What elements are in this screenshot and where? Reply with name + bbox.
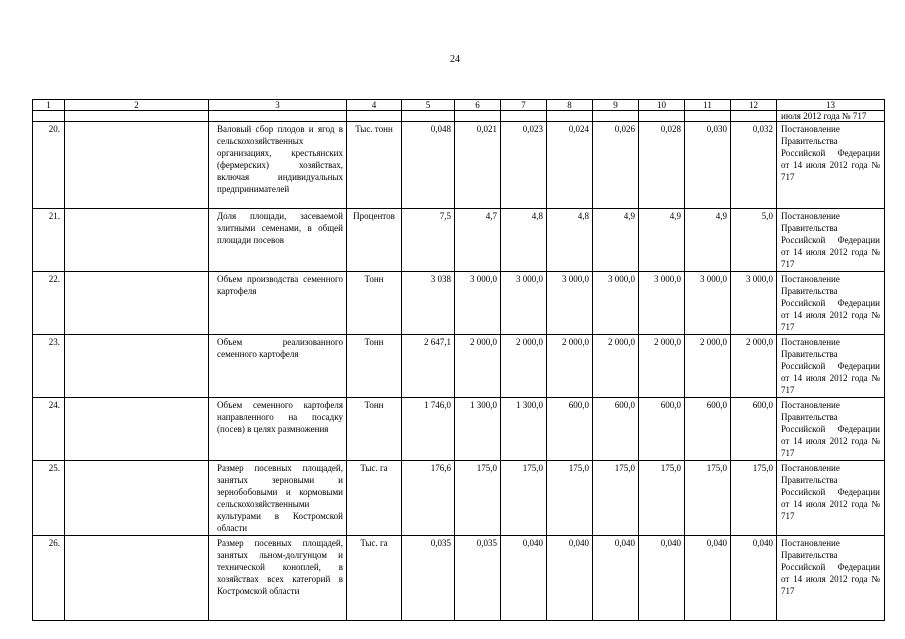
unit-cell: Тыс. тонн <box>347 122 402 209</box>
source-cell: Постановление Правительства Российской Федерации от 14 июля 2012 года № 717 <box>777 461 885 536</box>
value-cell: 1 300,0 <box>455 398 501 461</box>
empty-cell <box>593 111 639 122</box>
indicator-name-cell: Размер посевных площадей, занятых льном-долгунцом и технической коноплей, в хозяйствах всех категорий в Костромской области <box>209 536 347 621</box>
value-cell: 600,0 <box>593 398 639 461</box>
value-cell: 3 000,0 <box>593 272 639 335</box>
value-cell: 2 000,0 <box>455 335 501 398</box>
header-cell: 1 <box>33 100 65 111</box>
value-cell: 4,9 <box>639 209 685 272</box>
value-cell: 175,0 <box>547 461 593 536</box>
empty-cell <box>209 111 347 122</box>
page-number: 24 <box>450 54 460 65</box>
empty-cell <box>402 111 455 122</box>
header-cell: 13 <box>777 100 885 111</box>
empty-cell <box>455 111 501 122</box>
value-cell: 0,030 <box>685 122 731 209</box>
indicators-table <box>32 99 885 621</box>
source-cell: Постановление Правительства Российской Федерации от 14 июля 2012 года № 717 <box>777 536 885 621</box>
value-cell: 600,0 <box>685 398 731 461</box>
header-cell: 9 <box>593 100 639 111</box>
row-number-cell: 25. <box>33 461 65 536</box>
indicator-name-cell: Валовый сбор плодов и ягод в сельскохозяйственных организациях, крестьянских (фермерских) хозяйствах, включая индивидуальных предпринимателей <box>209 122 347 209</box>
value-cell: 2 647,1 <box>402 335 455 398</box>
value-cell: 175,0 <box>593 461 639 536</box>
empty-cell <box>65 209 209 272</box>
source-cell: Постановление Правительства Российской Федерации от 14 июля 2012 года № 717 <box>777 272 885 335</box>
empty-cell <box>65 461 209 536</box>
source-cell: Постановление Правительства Российской Федерации от 14 июля 2012 года № 717 <box>777 209 885 272</box>
value-cell: 1 300,0 <box>501 398 547 461</box>
value-cell: 3 000,0 <box>731 272 777 335</box>
empty-cell <box>639 111 685 122</box>
row-number-cell: 21. <box>33 209 65 272</box>
header-cell: 8 <box>547 100 593 111</box>
empty-cell <box>65 536 209 621</box>
value-cell: 175,0 <box>639 461 685 536</box>
row-number-cell: 20. <box>33 122 65 209</box>
value-cell: 0,021 <box>455 122 501 209</box>
value-cell: 2 000,0 <box>547 335 593 398</box>
value-cell: 175,0 <box>731 461 777 536</box>
empty-cell <box>65 111 209 122</box>
value-cell: 0,040 <box>547 536 593 621</box>
value-cell: 0,035 <box>402 536 455 621</box>
empty-cell <box>685 111 731 122</box>
value-cell: 0,035 <box>455 536 501 621</box>
value-cell: 0,040 <box>639 536 685 621</box>
value-cell: 0,040 <box>685 536 731 621</box>
value-cell: 4,8 <box>501 209 547 272</box>
header-cell: 6 <box>455 100 501 111</box>
empty-cell <box>65 335 209 398</box>
value-cell: 3 000,0 <box>501 272 547 335</box>
header-cell: 10 <box>639 100 685 111</box>
header-cell: 11 <box>685 100 731 111</box>
row-number-cell: 23. <box>33 335 65 398</box>
value-cell: 3 000,0 <box>685 272 731 335</box>
value-cell: 2 000,0 <box>731 335 777 398</box>
value-cell: 0,040 <box>731 536 777 621</box>
value-cell: 175,0 <box>501 461 547 536</box>
value-cell: 2 000,0 <box>593 335 639 398</box>
value-cell: 600,0 <box>547 398 593 461</box>
indicator-name-cell: Объем производства семенного картофеля <box>209 272 347 335</box>
empty-cell <box>547 111 593 122</box>
header-cell: 5 <box>402 100 455 111</box>
value-cell: 600,0 <box>731 398 777 461</box>
header-cell: 7 <box>501 100 547 111</box>
value-cell: 0,040 <box>593 536 639 621</box>
empty-cell <box>501 111 547 122</box>
row-number-cell: 22. <box>33 272 65 335</box>
value-cell: 4,7 <box>455 209 501 272</box>
value-cell: 2 000,0 <box>501 335 547 398</box>
value-cell: 600,0 <box>639 398 685 461</box>
value-cell: 4,9 <box>685 209 731 272</box>
table-row <box>33 272 885 335</box>
value-cell: 175,0 <box>685 461 731 536</box>
source-cell: Постановление Правительства Российской Федерации от 14 июля 2012 года № 717 <box>777 398 885 461</box>
value-cell: 3 000,0 <box>547 272 593 335</box>
column-number-row <box>33 100 885 111</box>
header-cell: 2 <box>65 100 209 111</box>
indicator-name-cell: Размер посевных площадей, занятых зерновыми и зернобобовыми и кормовыми сельскохозяйственными культурами в Костромской области <box>209 461 347 536</box>
value-cell: 0,040 <box>501 536 547 621</box>
value-cell: 175,0 <box>455 461 501 536</box>
value-cell: 0,026 <box>593 122 639 209</box>
value-cell: 2 000,0 <box>685 335 731 398</box>
indicator-name-cell: Объем реализованного семенного картофеля <box>209 335 347 398</box>
empty-cell <box>731 111 777 122</box>
value-cell: 4,8 <box>547 209 593 272</box>
continuation-source-cell: июля 2012 года № 717 <box>777 111 885 122</box>
value-cell: 4,9 <box>593 209 639 272</box>
value-cell: 0,024 <box>547 122 593 209</box>
unit-cell: Процентов <box>347 209 402 272</box>
value-cell: 7,5 <box>402 209 455 272</box>
continuation-row <box>33 111 885 122</box>
unit-cell: Тонн <box>347 272 402 335</box>
row-number-cell: 24. <box>33 398 65 461</box>
unit-cell: Тыс. га <box>347 461 402 536</box>
table-row <box>33 398 885 461</box>
value-cell: 1 746,0 <box>402 398 455 461</box>
unit-cell: Тонн <box>347 398 402 461</box>
value-cell: 2 000,0 <box>639 335 685 398</box>
value-cell: 0,048 <box>402 122 455 209</box>
table-row <box>33 122 885 209</box>
unit-cell: Тонн <box>347 335 402 398</box>
indicator-name-cell: Объем семенного картофеля направленного на посадку (посев) в целях размножения <box>209 398 347 461</box>
value-cell: 0,032 <box>731 122 777 209</box>
table-row <box>33 209 885 272</box>
table-row <box>33 536 885 621</box>
empty-cell <box>347 111 402 122</box>
unit-cell: Тыс. га <box>347 536 402 621</box>
empty-cell <box>65 122 209 209</box>
value-cell: 0,023 <box>501 122 547 209</box>
header-cell: 3 <box>209 100 347 111</box>
table-row <box>33 461 885 536</box>
value-cell: 0,028 <box>639 122 685 209</box>
row-number-cell: 26. <box>33 536 65 621</box>
value-cell: 176,6 <box>402 461 455 536</box>
empty-cell <box>65 272 209 335</box>
source-cell: Постановление Правительства Российской Федерации от 14 июля 2012 года № 717 <box>777 122 885 209</box>
value-cell: 3 038 <box>402 272 455 335</box>
empty-cell <box>65 398 209 461</box>
header-cell: 12 <box>731 100 777 111</box>
header-cell: 4 <box>347 100 402 111</box>
value-cell: 3 000,0 <box>639 272 685 335</box>
empty-cell <box>33 111 65 122</box>
value-cell: 3 000,0 <box>455 272 501 335</box>
table-row <box>33 335 885 398</box>
value-cell: 5,0 <box>731 209 777 272</box>
indicator-name-cell: Доля площади, засеваемой элитными семенами, в общей площади посевов <box>209 209 347 272</box>
source-cell: Постановление Правительства Российской Федерации от 14 июля 2012 года № 717 <box>777 335 885 398</box>
